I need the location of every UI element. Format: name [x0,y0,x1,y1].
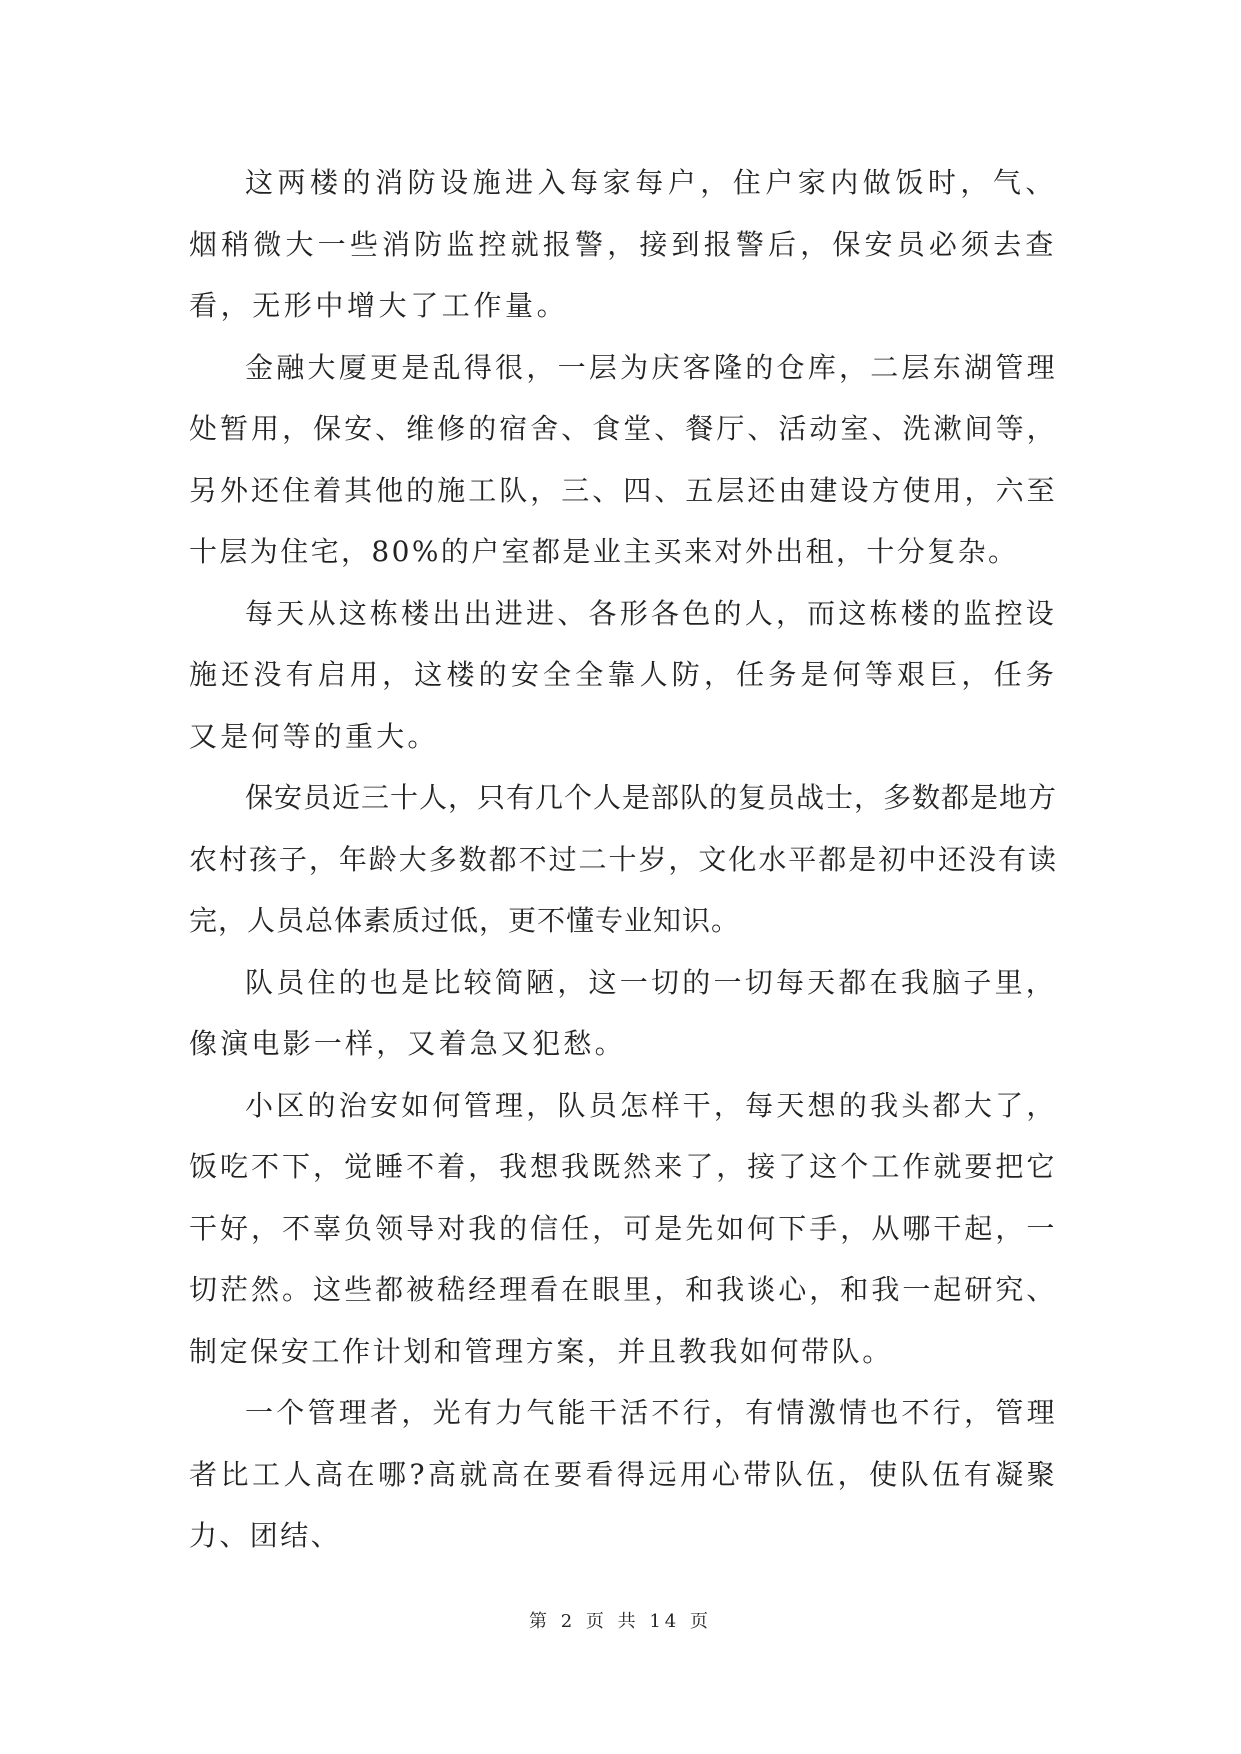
paragraph: 保安员近三十人，只有几个人是部队的复员战士，多数都是地方农村孩子，年龄大多数都不过二十岁，文化水平都是初中还没有读完，人员总体素质过低，更不懂专业知识。 [189,781,1058,937]
paragraph: 小区的治安如何管理，队员怎样干，每天想的我头都大了，饭吃不下，觉睡不着，我想我既然来了，接了这个工作就要把它干好，不辜负领导对我的信任，可是先如何下手，从哪干起，一切茫然。这些都被嵇经理看在眼里，和我谈心，和我一起研究、制定保安工作计划和管理方案，并且教我如何带队。 [189,1088,1057,1368]
document-body [189,152,1057,1567]
page-number-footer: 第 2 页 共 14 页 [529,1611,712,1632]
paragraph: 队员住的也是比较简陋，这一切的一切每天都在我脑子里，像演电影一样，又着急又犯愁。 [189,965,1057,1060]
paragraph: 每天从这栋楼出出进进、各形各色的人，而这栋楼的监控设施还没有启用，这楼的安全全靠人防，任务是何等艰巨，任务又是何等的重大。 [189,596,1057,753]
paragraph: 这两楼的消防设施进入每家每户，住户家内做饭时，气、烟稍微大一些消防监控就报警，接到报警后，保安员必须去查看，无形中增大了工作量。 [189,166,1057,322]
paragraph: 一个管理者，光有力气能干活不行，有情激情也不行，管理者比工人高在哪?高就高在要看得远用心带队伍，使队伍有凝聚力、团结、 [189,1396,1057,1552]
paragraph: 金融大厦更是乱得很，一层为庆客隆的仓库，二层东湖管理处暂用，保安、维修的宿舍、食堂、餐厅、活动室、洗漱间等，另外还住着其他的施工队，三、四、五层还由建设方使用，六至十层为住宅，80%的户室都是业主买来对外出租，十分复杂。 [189,350,1057,568]
